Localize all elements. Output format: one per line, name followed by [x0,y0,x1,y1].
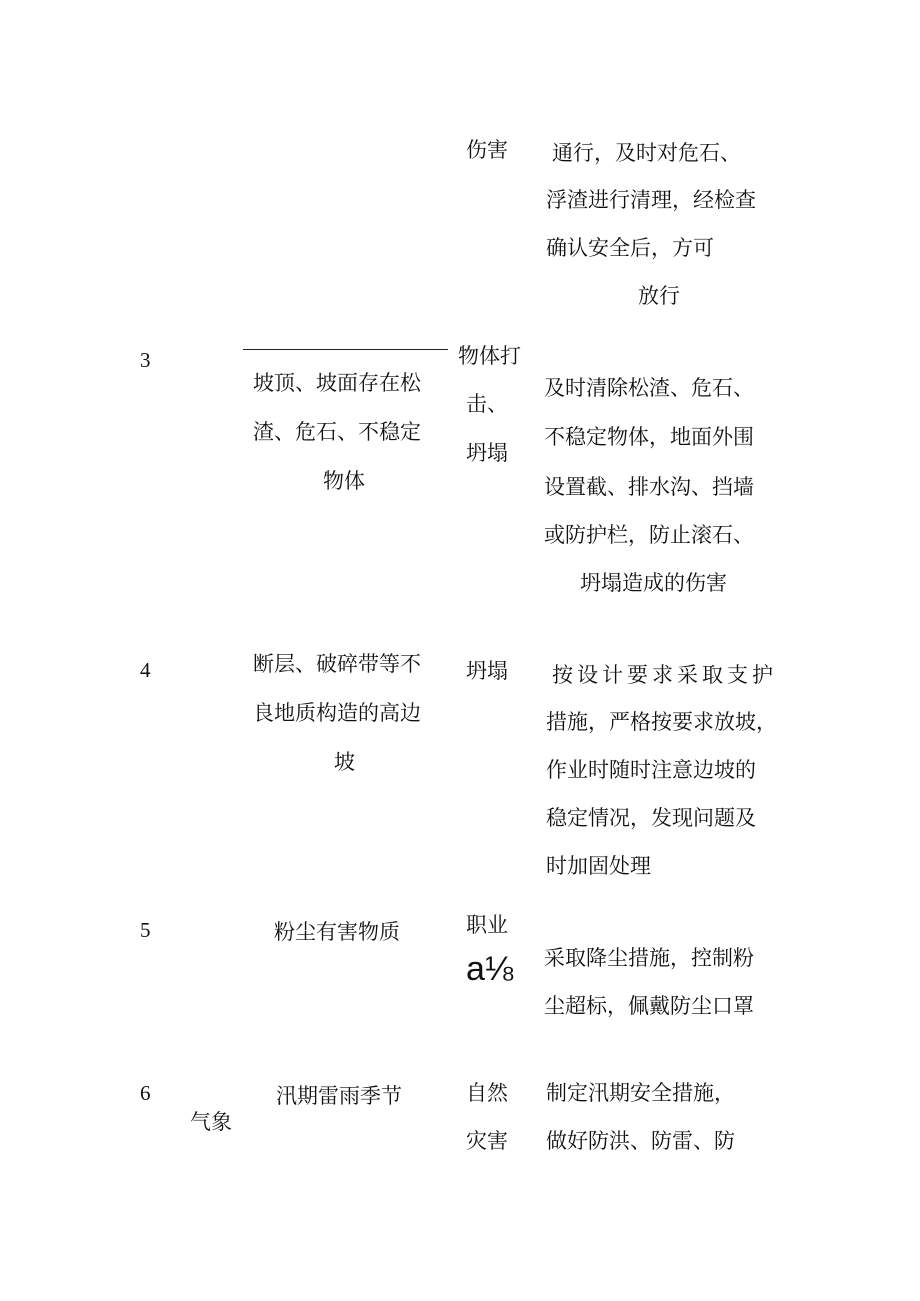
measure-text: 确认安全后，方可 [546,236,714,260]
measure-text: 设置截、排水沟、挡墙 [544,475,754,499]
hazard-text: 渣、危石、不稳定 [253,420,421,444]
measure-text: 浮渣进行清理，经检查 [546,188,756,212]
consequence-text: 伤害 [466,138,508,162]
hazard-text: 断层、破碎带等不 [253,652,421,676]
consequence-text: 坍塌 [466,659,508,683]
measure-text: 按设计要求采取支护 [552,663,777,687]
measure-text: 及时清除松渣、危石、 [544,376,754,400]
measure-text: 采取降尘措施，控制粉 [544,946,754,970]
category-text: 气象 [190,1110,232,1134]
hazard-text: 物体 [323,469,365,493]
measure-text: 通行，及时对危石、 [552,141,741,165]
hazard-text: 汛期雷雨季节 [276,1084,402,1108]
hazard-text: 坡 [334,750,355,774]
consequence-text: 击、 [466,392,508,416]
measure-text: 时加固处理 [546,854,651,878]
hazard-text: 良地质构造的高边 [253,701,421,725]
measure-text: 坍塌造成的伤害 [580,571,727,595]
row-number: 5 [140,918,151,942]
measure-text: 作业时随时注意边坡的 [546,758,756,782]
hazard-text: 坡顶、坡面存在松 [253,371,421,395]
measure-text: 尘超标，佩戴防尘口罩 [544,994,754,1018]
measure-text: 制定汛期安全措施， [546,1081,735,1105]
measure-text: 做好防洪、防雷、防 [546,1129,735,1153]
row-number: 3 [140,348,151,372]
row-number: 4 [140,658,151,682]
consequence-text: 物体打 [458,344,521,368]
measure-text: 不稳定物体，地面外围 [544,425,754,449]
measure-text: 或防护栏，防止滚石、 [544,523,754,547]
measure-text: 放行 [638,284,680,308]
measure-text: 措施，严格按要求放坡， [546,710,777,734]
cell-divider [243,349,448,350]
consequence-text: a⅛ [466,950,514,988]
consequence-text: 灾害 [466,1129,508,1153]
hazard-text: 粉尘有害物质 [274,920,400,944]
consequence-text: 自然 [466,1081,508,1105]
consequence-text: 职业 [466,913,508,937]
measure-text: 稳定情况，发现问题及 [546,806,756,830]
consequence-text: 坍塌 [466,441,508,465]
row-number: 6 [140,1081,151,1105]
